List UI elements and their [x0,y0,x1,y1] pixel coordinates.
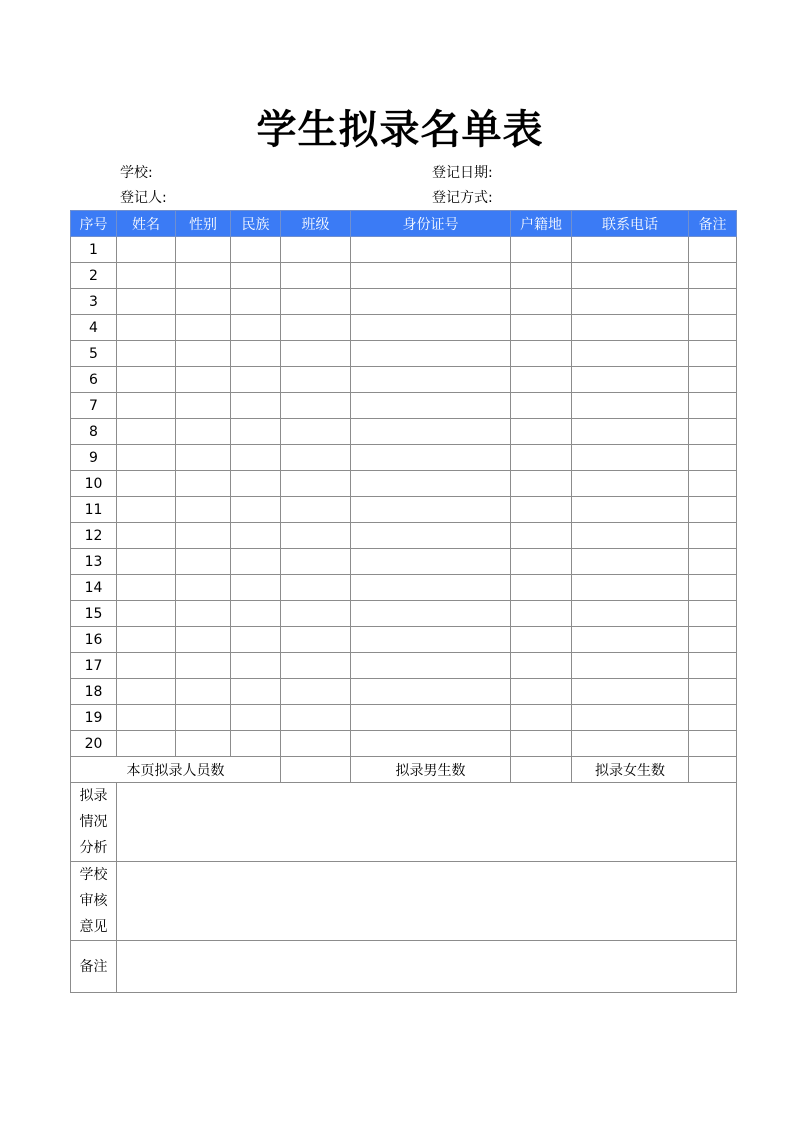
cell-id-number[interactable] [351,419,511,445]
cell-name[interactable] [117,549,176,575]
cell-ethnicity[interactable] [231,367,281,393]
remarks-label-line: 备注 [79,958,108,975]
cell-name[interactable] [117,237,176,263]
cell-name[interactable] [117,705,176,731]
review-label [71,862,117,941]
cell-name[interactable] [117,393,176,419]
cell-ethnicity[interactable] [231,289,281,315]
cell-gender[interactable] [176,679,231,705]
cell-gender[interactable] [176,471,231,497]
cell-remark[interactable] [689,627,737,653]
cell-name[interactable] [117,341,176,367]
col-header-name: 姓名 [117,211,176,237]
cell-class[interactable] [281,523,351,549]
cell-ethnicity[interactable] [231,523,281,549]
review-label-line: 意见 [79,919,108,935]
cell-id-number[interactable] [351,705,511,731]
cell-id-number[interactable] [351,393,511,419]
cell-remark[interactable] [689,601,737,627]
table-row [71,445,737,471]
cell-residence[interactable] [511,237,572,263]
cell-ethnicity[interactable] [231,549,281,575]
student-roster-table [70,210,737,993]
cell-ethnicity[interactable] [231,315,281,341]
cell-gender[interactable] [176,367,231,393]
cell-residence[interactable] [511,367,572,393]
row-number: 3 [71,289,117,315]
cell-residence[interactable] [511,575,572,601]
cell-gender[interactable] [176,315,231,341]
cell-name[interactable] [117,419,176,445]
analysis-label-line: 拟录 [79,788,108,804]
cell-id-number[interactable] [351,653,511,679]
cell-residence[interactable] [511,497,572,523]
cell-id-number[interactable] [351,731,511,757]
cell-residence[interactable] [511,393,572,419]
table-row [71,393,737,419]
cell-residence[interactable] [511,653,572,679]
row-number: 10 [71,471,117,497]
cell-class[interactable] [281,445,351,471]
row-number: 14 [71,575,117,601]
cell-id-number[interactable] [351,627,511,653]
col-header-remark: 备注 [689,211,737,237]
row-number: 17 [71,653,117,679]
cell-gender[interactable] [176,575,231,601]
row-number: 1 [71,237,117,263]
row-number: 5 [71,341,117,367]
date-label: 登记日期: [432,165,493,181]
cell-id-number[interactable] [351,315,511,341]
cell-name[interactable] [117,263,176,289]
row-number: 20 [71,731,117,757]
registrar-label: 登记人: [120,190,167,206]
cell-phone[interactable] [572,601,689,627]
cell-remark[interactable] [689,315,737,341]
table-row [71,367,737,393]
cell-gender[interactable] [176,653,231,679]
cell-gender[interactable] [176,549,231,575]
cell-remark[interactable] [689,419,737,445]
cell-name[interactable] [117,627,176,653]
cell-phone[interactable] [572,575,689,601]
cell-residence[interactable] [511,315,572,341]
cell-ethnicity[interactable] [231,419,281,445]
remarks-field[interactable] [117,941,737,993]
total-count-field[interactable] [281,757,351,783]
cell-class[interactable] [281,653,351,679]
row-number: 6 [71,367,117,393]
col-header-class: 班级 [281,211,351,237]
analysis-field[interactable] [117,783,737,862]
cell-residence[interactable] [511,289,572,315]
table-row [71,601,737,627]
cell-class[interactable] [281,627,351,653]
cell-name[interactable] [117,471,176,497]
cell-phone[interactable] [572,419,689,445]
cell-class[interactable] [281,419,351,445]
review-label-line: 审核 [79,893,108,909]
cell-name[interactable] [117,523,176,549]
analysis-label-line: 分析 [79,840,108,856]
row-number: 11 [71,497,117,523]
cell-residence[interactable] [511,341,572,367]
cell-gender[interactable] [176,445,231,471]
cell-gender[interactable] [176,705,231,731]
cell-ethnicity[interactable] [231,471,281,497]
male-count-field[interactable] [511,757,572,783]
table-row [71,237,737,263]
cell-name[interactable] [117,601,176,627]
cell-remark[interactable] [689,263,737,289]
cell-ethnicity[interactable] [231,341,281,367]
cell-phone[interactable] [572,471,689,497]
cell-ethnicity[interactable] [231,601,281,627]
male-count-label: 拟录男生数 [351,757,511,783]
summary-row [71,757,737,783]
cell-class[interactable] [281,549,351,575]
cell-gender[interactable] [176,419,231,445]
cell-class[interactable] [281,575,351,601]
table-row [71,627,737,653]
row-number: 13 [71,549,117,575]
table-row [71,315,737,341]
col-header-phone: 联系电话 [572,211,689,237]
cell-gender[interactable] [176,497,231,523]
cell-phone[interactable] [572,497,689,523]
cell-remark[interactable] [689,289,737,315]
cell-remark[interactable] [689,237,737,263]
table-row [71,341,737,367]
cell-gender[interactable] [176,627,231,653]
review-section [71,862,737,941]
cell-class[interactable] [281,367,351,393]
table-row [71,705,737,731]
cell-name[interactable] [117,731,176,757]
method-label: 登记方式: [432,190,493,206]
page-title: 学生拟录名单表 [256,107,544,153]
cell-id-number[interactable] [351,601,511,627]
cell-residence[interactable] [511,445,572,471]
cell-gender[interactable] [176,289,231,315]
cell-name[interactable] [117,679,176,705]
row-number: 19 [71,705,117,731]
cell-ethnicity[interactable] [231,575,281,601]
cell-remark[interactable] [689,731,737,757]
cell-id-number[interactable] [351,367,511,393]
table-row [71,497,737,523]
roster-body [71,237,737,993]
female-count-label: 拟录女生数 [572,757,689,783]
cell-phone[interactable] [572,549,689,575]
cell-gender[interactable] [176,237,231,263]
cell-id-number[interactable] [351,497,511,523]
cell-phone[interactable] [572,393,689,419]
cell-remark[interactable] [689,653,737,679]
table-row [71,575,737,601]
cell-class[interactable] [281,393,351,419]
review-field[interactable] [117,862,737,941]
cell-id-number[interactable] [351,445,511,471]
cell-id-number[interactable] [351,263,511,289]
cell-class[interactable] [281,315,351,341]
cell-phone[interactable] [572,445,689,471]
cell-id-number[interactable] [351,549,511,575]
remarks-label [71,941,117,993]
cell-ethnicity[interactable] [231,263,281,289]
row-number: 9 [71,445,117,471]
female-count-field[interactable] [689,757,737,783]
cell-phone[interactable] [572,263,689,289]
cell-id-number[interactable] [351,679,511,705]
review-label-line: 学校 [79,867,108,883]
header-row [71,211,737,237]
cell-remark[interactable] [689,549,737,575]
cell-gender[interactable] [176,731,231,757]
cell-residence[interactable] [511,263,572,289]
cell-class[interactable] [281,731,351,757]
cell-phone[interactable] [572,315,689,341]
table-row [71,653,737,679]
analysis-label-line: 情况 [79,814,108,830]
cell-ethnicity[interactable] [231,445,281,471]
cell-name[interactable] [117,315,176,341]
cell-phone[interactable] [572,523,689,549]
cell-class[interactable] [281,237,351,263]
cell-gender[interactable] [176,341,231,367]
cell-ethnicity[interactable] [231,679,281,705]
total-count-label: 本页拟录人员数 [71,757,281,783]
row-number: 8 [71,419,117,445]
cell-id-number[interactable] [351,471,511,497]
row-number: 7 [71,393,117,419]
cell-residence[interactable] [511,523,572,549]
cell-remark[interactable] [689,445,737,471]
cell-residence[interactable] [511,627,572,653]
cell-id-number[interactable] [351,523,511,549]
table-row [71,289,737,315]
remarks-section [71,941,737,993]
cell-class[interactable] [281,497,351,523]
table-row [71,523,737,549]
cell-class[interactable] [281,341,351,367]
cell-gender[interactable] [176,263,231,289]
cell-phone[interactable] [572,289,689,315]
col-header-residence: 户籍地 [511,211,572,237]
analysis-section [71,783,737,862]
cell-name[interactable] [117,497,176,523]
cell-name[interactable] [117,653,176,679]
cell-remark[interactable] [689,367,737,393]
cell-ethnicity[interactable] [231,393,281,419]
row-number: 4 [71,315,117,341]
table-row [71,263,737,289]
cell-remark[interactable] [689,705,737,731]
cell-id-number[interactable] [351,237,511,263]
cell-phone[interactable] [572,341,689,367]
school-label: 学校: [120,165,153,181]
cell-ethnicity[interactable] [231,627,281,653]
cell-class[interactable] [281,601,351,627]
cell-class[interactable] [281,705,351,731]
cell-ethnicity[interactable] [231,653,281,679]
cell-remark[interactable] [689,471,737,497]
row-number: 15 [71,601,117,627]
cell-phone[interactable] [572,705,689,731]
cell-phone[interactable] [572,731,689,757]
table-row [71,419,737,445]
col-header-id-number: 身份证号 [351,211,511,237]
cell-id-number[interactable] [351,289,511,315]
row-number: 12 [71,523,117,549]
table-row [71,731,737,757]
cell-remark[interactable] [689,341,737,367]
row-number: 18 [71,679,117,705]
cell-phone[interactable] [572,679,689,705]
row-number: 2 [71,263,117,289]
cell-remark[interactable] [689,679,737,705]
table-row [71,679,737,705]
cell-phone[interactable] [572,237,689,263]
cell-ethnicity[interactable] [231,497,281,523]
cell-name[interactable] [117,445,176,471]
cell-phone[interactable] [572,653,689,679]
cell-name[interactable] [117,575,176,601]
cell-gender[interactable] [176,523,231,549]
cell-residence[interactable] [511,705,572,731]
cell-name[interactable] [117,367,176,393]
cell-remark[interactable] [689,523,737,549]
cell-class[interactable] [281,679,351,705]
table-row [71,471,737,497]
cell-ethnicity[interactable] [231,705,281,731]
cell-id-number[interactable] [351,575,511,601]
cell-residence[interactable] [511,419,572,445]
cell-ethnicity[interactable] [231,731,281,757]
cell-class[interactable] [281,289,351,315]
cell-gender[interactable] [176,601,231,627]
analysis-label [71,783,117,862]
cell-residence[interactable] [511,471,572,497]
cell-residence[interactable] [511,731,572,757]
cell-gender[interactable] [176,393,231,419]
row-number: 16 [71,627,117,653]
col-header-gender: 性别 [176,211,231,237]
cell-class[interactable] [281,263,351,289]
cell-remark[interactable] [689,497,737,523]
table-row [71,549,737,575]
cell-residence[interactable] [511,601,572,627]
cell-name[interactable] [117,289,176,315]
cell-remark[interactable] [689,393,737,419]
cell-remark[interactable] [689,575,737,601]
col-header-index: 序号 [71,211,117,237]
col-header-ethnicity: 民族 [231,211,281,237]
cell-residence[interactable] [511,679,572,705]
cell-class[interactable] [281,471,351,497]
cell-id-number[interactable] [351,341,511,367]
cell-residence[interactable] [511,549,572,575]
cell-phone[interactable] [572,627,689,653]
cell-ethnicity[interactable] [231,237,281,263]
cell-phone[interactable] [572,367,689,393]
